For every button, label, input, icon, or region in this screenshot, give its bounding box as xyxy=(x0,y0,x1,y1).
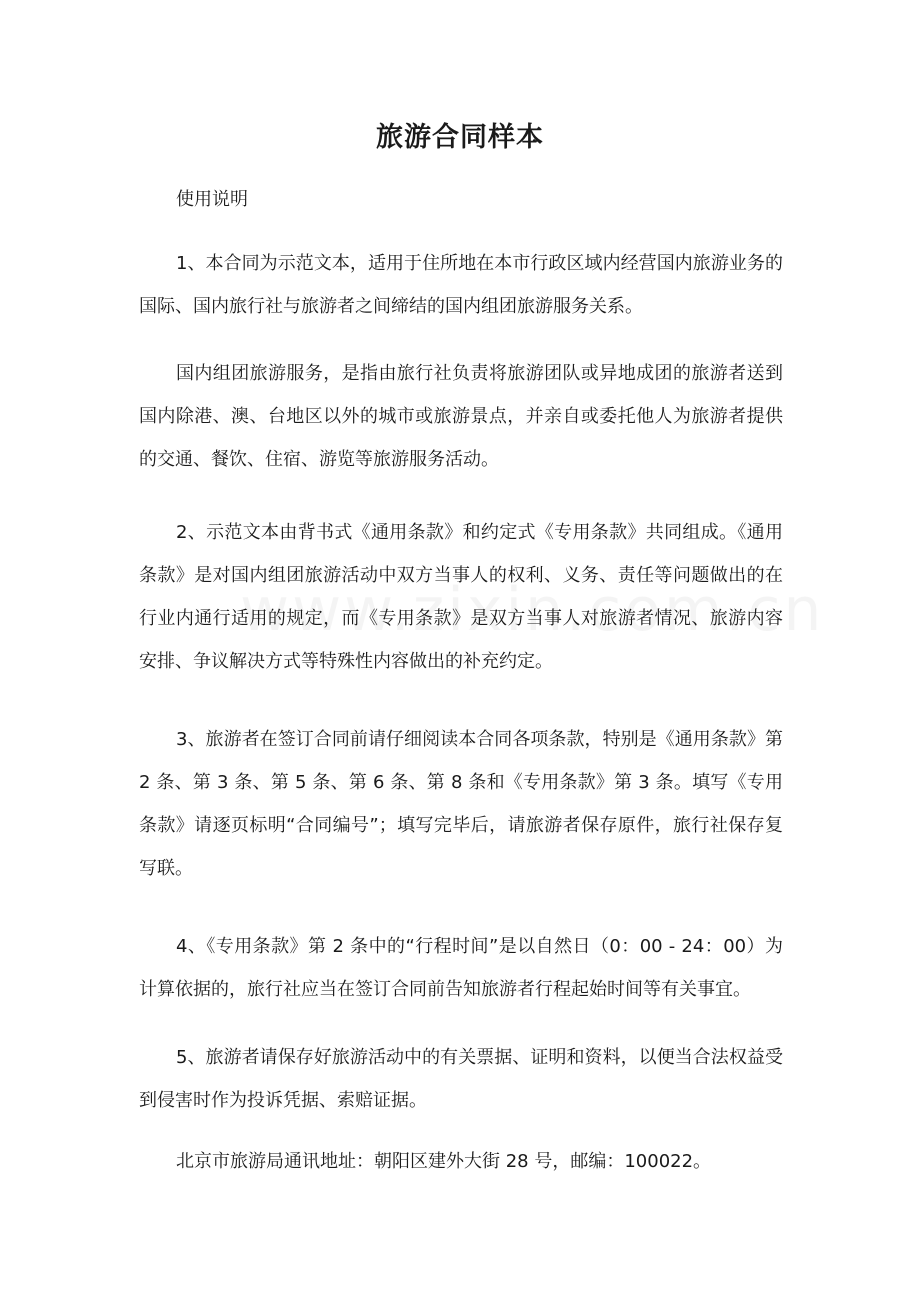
document-title: 旅游合同样本 xyxy=(376,122,544,153)
paragraph-1: 1、本合同为示范文本，适用于住所地在本市行政区域内经营国内旅游业务的国际、国内旅行社与旅游者之间缔结的国内组团旅游服务关系。 xyxy=(139,253,783,317)
paragraph-5: 4、《专用条款》第 2 条中的“行程时间”是以自然日（0：00 - 24：00）为计算依据的，旅行社应当在签订合同前告知旅游者行程起始时间等有关事宜。 xyxy=(139,936,783,1000)
paragraph-4: 3、旅游者在签订合同前请仔细阅读本合同各项条款，特别是《通用条款》第 2 条、第 3 条、第 5 条、第 6 条、第 8 条和《专用条款》第 3 条。填写《专用条款》请逐页标明“合同编号”；填写完毕后，请旅游者保存原件，旅行社保存复写联。 xyxy=(139,729,783,879)
paragraph-3: 2、示范文本由背书式《通用条款》和约定式《专用条款》共同组成。《通用条款》是对国内组团旅游活动中双方当事人的权利、义务、责任等问题做出的在行业内通行适用的规定，而《专用条款》是双方当事人对旅游者情况、旅游内容安排、争议解决方式等特殊性内容做出的补充约定。 xyxy=(139,522,783,672)
paragraph-2: 国内组团旅游服务，是指由旅行社负责将旅游团队或异地成团的旅游者送到国内除港、澳、台地区以外的城市或旅游景点，并亲自或委托他人为旅游者提供的交通、餐饮、住宿、游览等旅游服务活动。 xyxy=(139,363,783,470)
paragraph-7: 北京市旅游局通讯地址：朝阳区建外大街 28 号，邮编：100022。 xyxy=(176,1151,712,1172)
paragraph-6: 5、旅游者请保存好旅游活动中的有关票据、证明和资料，以便当合法权益受到侵害时作为投诉凭据、索赔证据。 xyxy=(139,1047,783,1111)
section-heading: 使用说明 xyxy=(176,189,248,210)
